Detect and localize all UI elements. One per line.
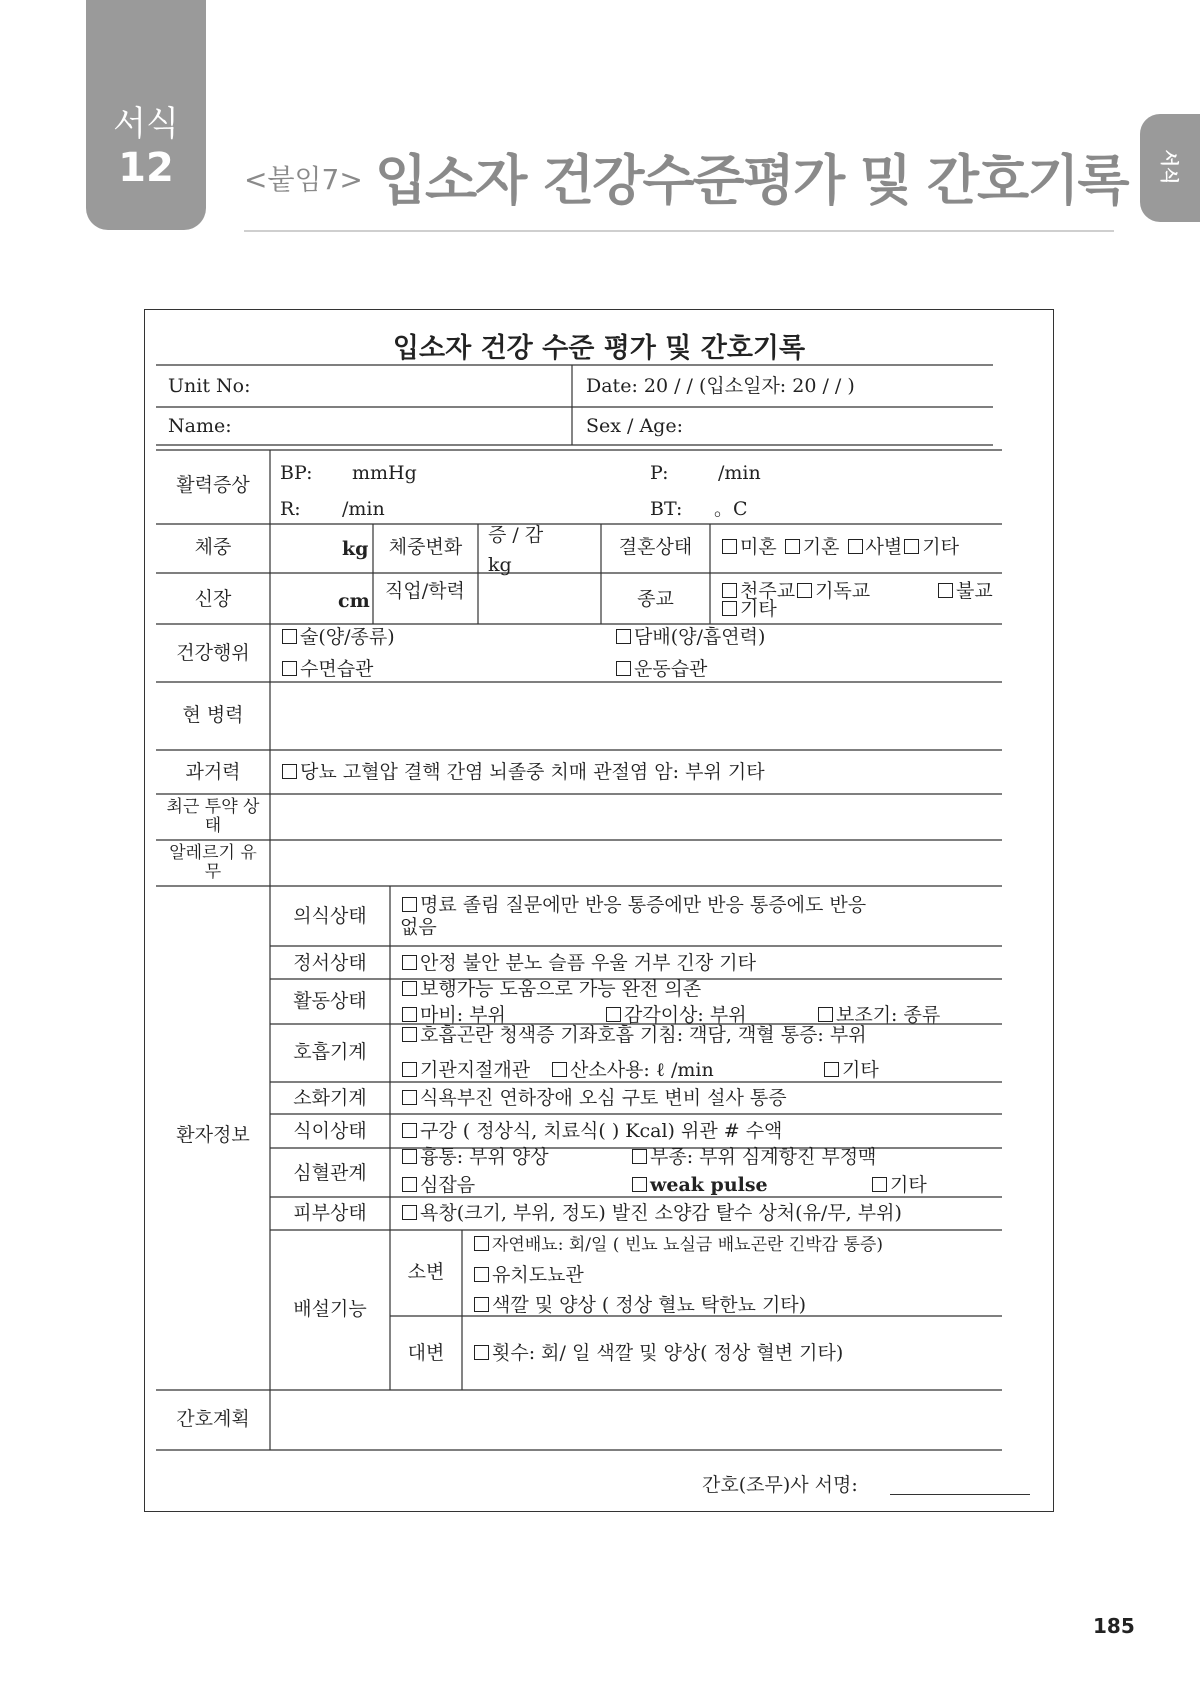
bt-label: BT: [650, 498, 683, 520]
cardio-label: 심혈관계 [293, 1162, 367, 1184]
section-tab-label: 서식 [113, 104, 179, 144]
religion-options: 천주교 기독교 [720, 582, 870, 601]
present-illness-label: 현 병력 [182, 704, 244, 726]
religion-option-other: 기타 [720, 600, 777, 619]
respiratory-other-option: 기타 [822, 1061, 879, 1080]
exercise-option: 운동습관 [614, 660, 707, 679]
allergy-label: 알레르기 유무 [169, 843, 257, 882]
recent-meds-label: 최근 투약 상태 [166, 797, 260, 836]
height-label: 신장 [194, 588, 232, 610]
paralysis-option: 마비: 부위 [400, 1006, 506, 1025]
past-history-options: 당뇨 고혈압 결핵 간염 뇌졸중 치매 관절염 암: 부위 기타 [280, 763, 765, 782]
page-subtitle: <붙임7> [244, 163, 363, 196]
diet-options: 구강 ( 정상식, 치료식( ) Kcal) 위관 # 수액 [400, 1122, 782, 1141]
stool-options: 횟수: 회/ 일 색깔 및 양상( 정상 혈변 기타) [472, 1344, 843, 1363]
urine-voiding-option: 자연배뇨: 회/일 ( 빈뇨 뇨실금 배뇨곤란 긴박감 통증) [472, 1236, 883, 1254]
cardio-other-option: 기타 [870, 1176, 927, 1195]
bt-unit: 。C [714, 498, 748, 520]
form-title: 입소자 건강 수준 평가 및 간호기록 [392, 333, 806, 364]
job-label: 직업/학력 [385, 580, 465, 602]
height-unit: cm [338, 590, 370, 612]
patient-info-label: 환자정보 [176, 1124, 250, 1146]
skin-options: 욕창(크기, 부위, 정도) 발진 소양감 탈수 상처(유/무, 부위) [400, 1204, 902, 1223]
resp-unit: /min [342, 498, 385, 520]
weight-change-unit: kg [488, 554, 512, 576]
section-tab-number: 12 [118, 145, 174, 191]
weight-label: 체중 [194, 536, 232, 558]
name-label: Name: [168, 415, 232, 437]
religion-label: 종교 [637, 588, 674, 610]
emotion-label: 정서상태 [293, 952, 367, 974]
health-behavior-label: 건강행위 [176, 642, 250, 664]
tracheostomy-option: 기관지절개관 [400, 1061, 530, 1080]
sex-age-label: Sex / Age: [586, 415, 683, 437]
sensory-option: 감각이상: 부위 [604, 1006, 747, 1025]
digestive-label: 소화기계 [293, 1087, 367, 1109]
nursing-plan-label: 간호계획 [176, 1408, 250, 1430]
alcohol-option: 술(양/종류) [280, 628, 395, 647]
past-history-label: 과거력 [185, 761, 241, 783]
respiratory-options: 호흡곤란 청색증 기좌호흡 기침: 객담, 객혈 통증: 부위 [400, 1026, 867, 1045]
mmhg-unit: mmHg [352, 462, 417, 484]
excretion-label: 배설기능 [293, 1298, 367, 1320]
page-number: 185 [1093, 1614, 1135, 1638]
marital-label: 결혼상태 [618, 536, 693, 558]
consciousness-options-2: 없음 [400, 916, 437, 938]
marital-options: 미혼 기혼 사별 기타 [720, 538, 959, 557]
weight-change-label: 체중변화 [388, 536, 463, 558]
edema-option: 부종: 부위 심계항진 부정맥 [630, 1148, 876, 1167]
unit-no-label: Unit No: [168, 375, 251, 397]
pulse-label: P: [650, 462, 669, 484]
signature-label: 간호(조무)사 서명: [702, 1474, 858, 1496]
assistive-option: 보조기: 종류 [816, 1006, 940, 1025]
weight-unit: kg [342, 538, 369, 560]
weight-change-value: 증 / 감 [488, 524, 544, 546]
stool-label: 대변 [407, 1342, 445, 1364]
signature-line [890, 1494, 1030, 1495]
pulse-unit: /min [718, 462, 761, 484]
sleep-option: 수면습관 [280, 660, 373, 679]
diet-label: 식이상태 [293, 1120, 367, 1142]
activity-options: 보행가능 도움으로 가능 완전 의존 [400, 980, 701, 999]
urine-label: 소변 [407, 1261, 445, 1283]
foley-option: 유치도뇨관 [472, 1266, 584, 1285]
urine-color-option: 색깔 및 양상 ( 정상 혈뇨 탁한뇨 기타) [472, 1296, 806, 1315]
respiratory-label: 호흡기계 [293, 1041, 367, 1063]
smoking-option: 담배(양/흡연력) [614, 628, 765, 647]
page-title-text: 입소자 건강수준평가 및 간호기록 [374, 149, 1128, 212]
skin-label: 피부상태 [293, 1202, 367, 1224]
digestive-options: 식욕부진 연하장애 오심 구토 변비 설사 통증 [400, 1089, 787, 1108]
emotion-options: 안정 불안 분노 슬픔 우울 거부 긴장 기타 [400, 954, 756, 973]
weak-pulse-option: weak pulse [630, 1176, 768, 1195]
consciousness-label: 의식상태 [293, 905, 367, 927]
vitals-label: 활력증상 [176, 474, 250, 496]
activity-label: 활동상태 [293, 990, 367, 1012]
chest-pain-option: 흉통: 부위 양상 [400, 1148, 549, 1167]
side-tab-label: 서식 [1158, 149, 1179, 185]
date-field: Date: 20 / / (입소일자: 20 / / ) [586, 375, 855, 397]
consciousness-options: 명료 졸림 질문에만 반응 통증에만 반응 통증에도 반응 [400, 896, 866, 915]
religion-option-buddhism: 불교 [936, 582, 993, 601]
oxygen-option: 산소사용: ℓ /min [550, 1061, 714, 1080]
murmur-option: 심잡음 [400, 1176, 475, 1195]
resp-label: R: [280, 498, 301, 520]
bp-label: BP: [280, 462, 313, 484]
